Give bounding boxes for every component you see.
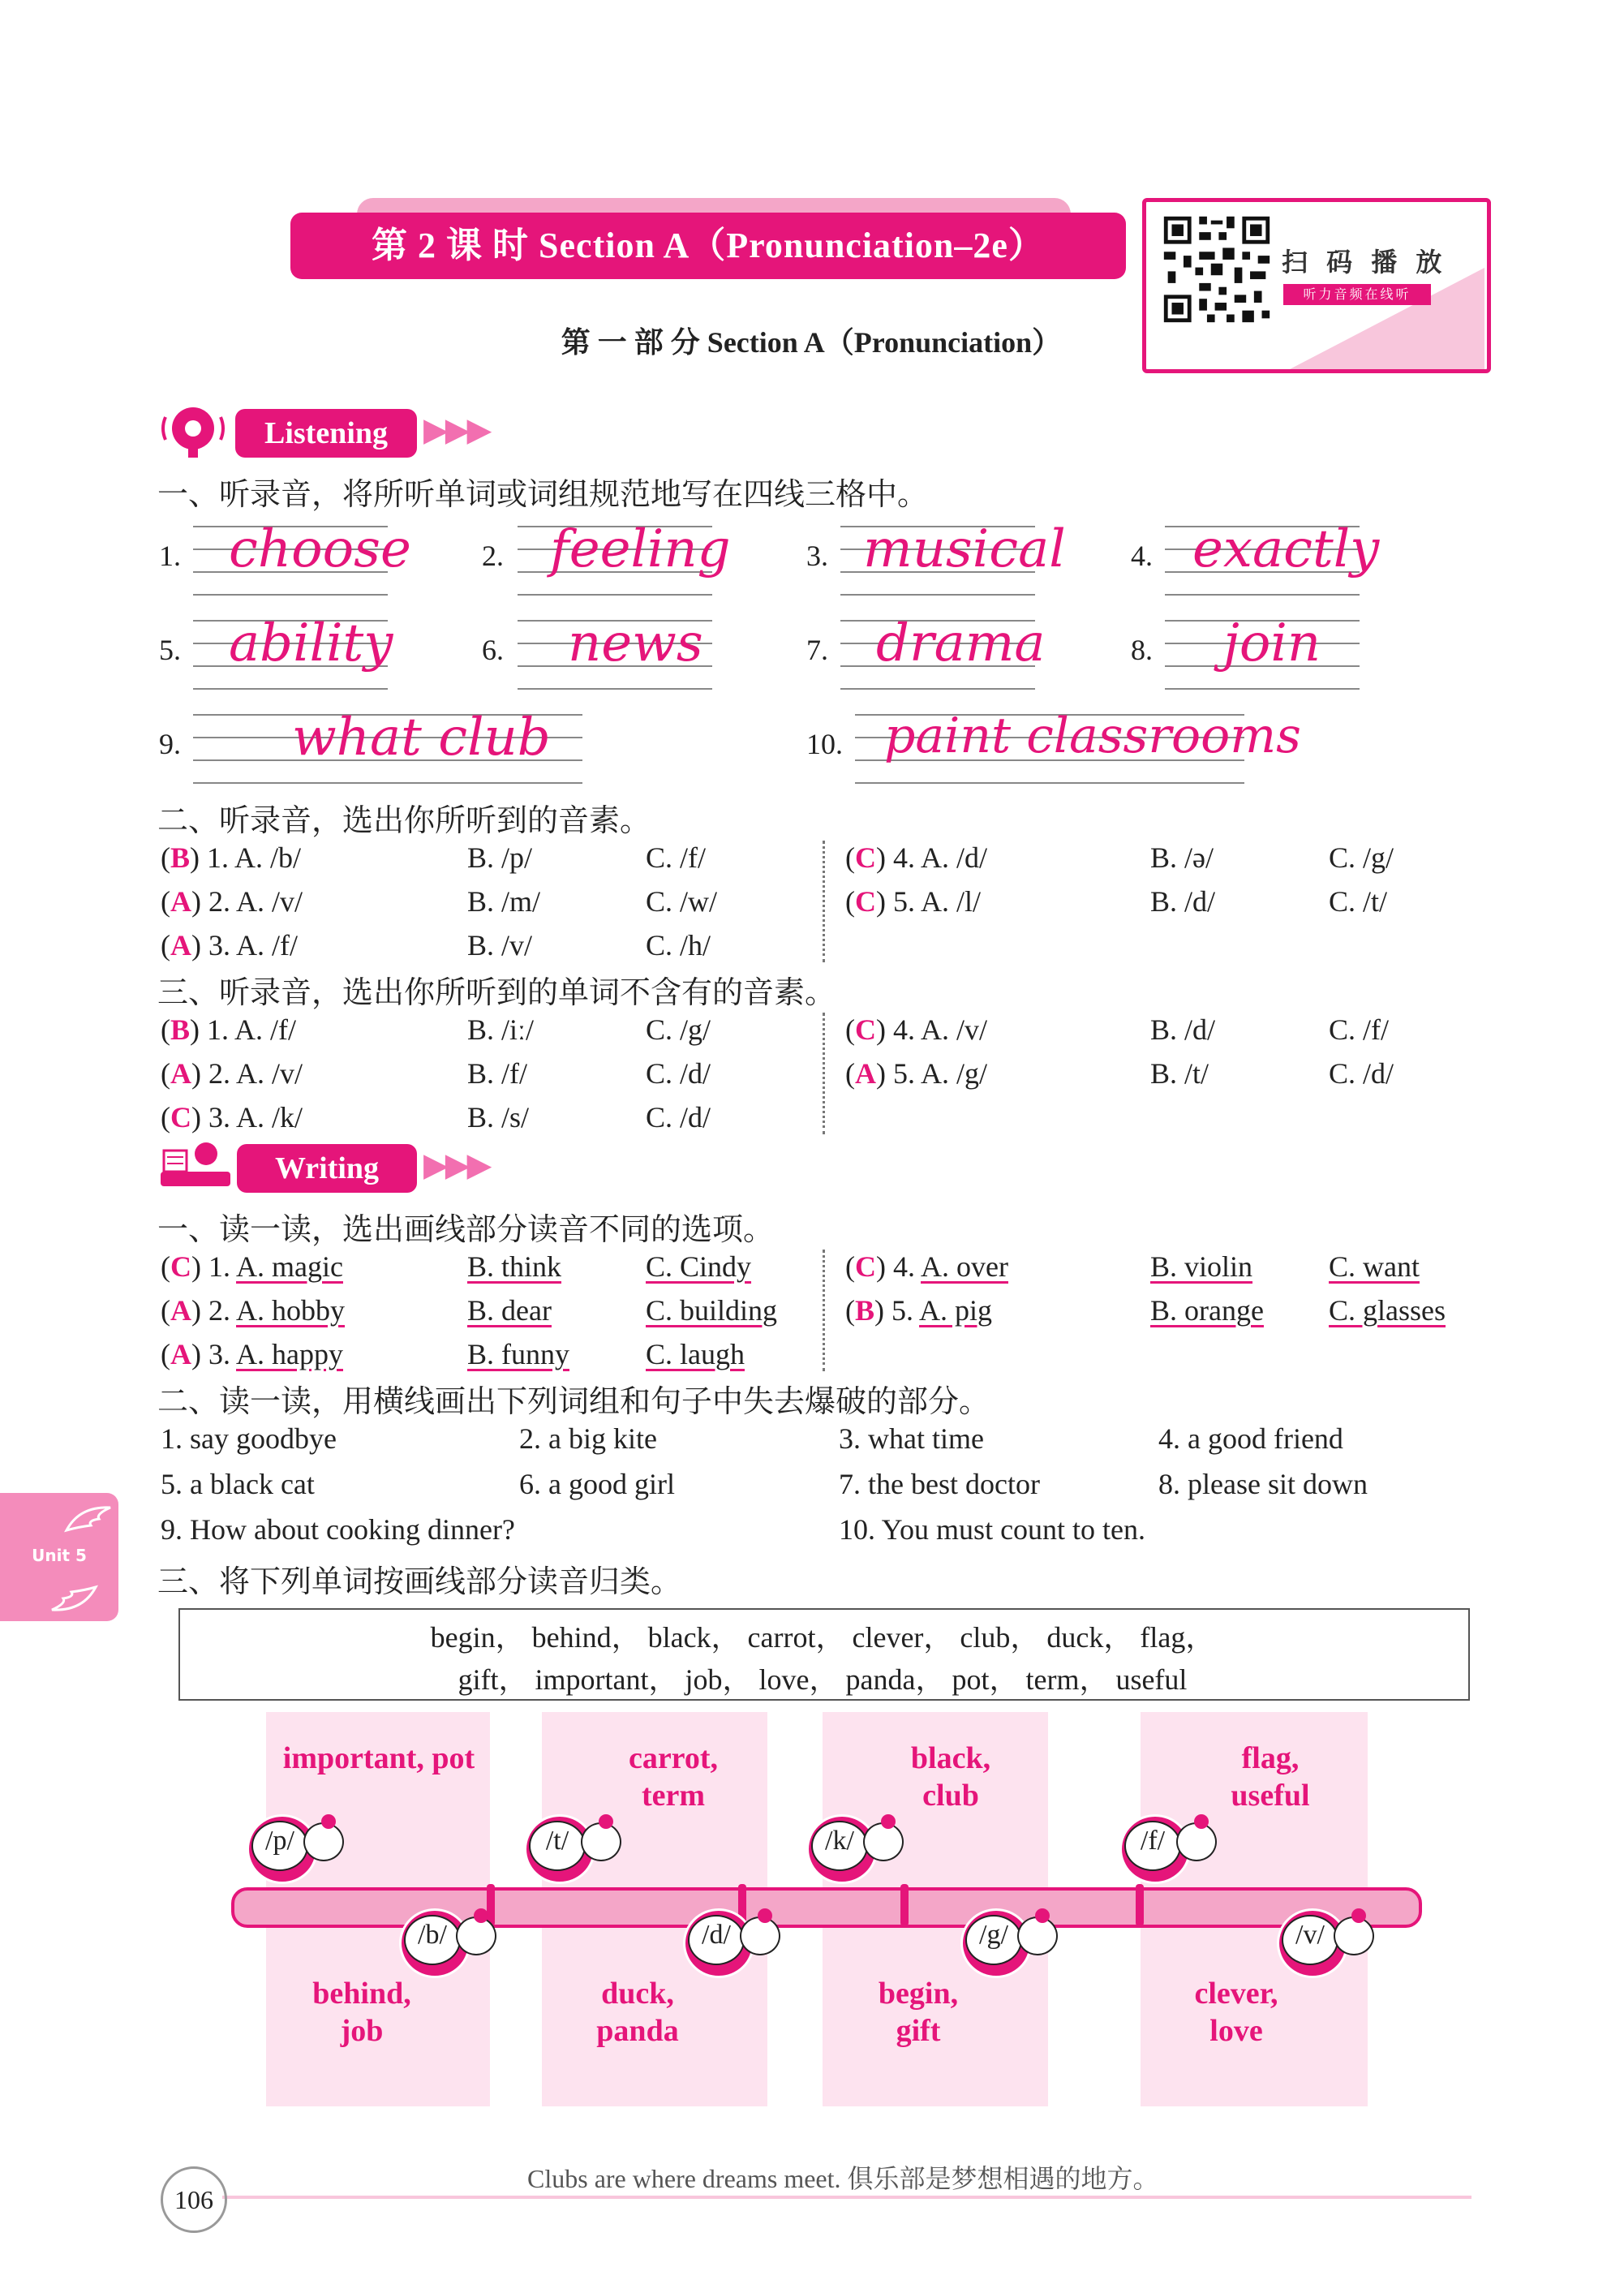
writing-desk-icon <box>159 1139 232 1189</box>
phoneme-g: /g/ <box>979 1920 1008 1950</box>
panda-k <box>806 1814 902 1882</box>
w1-row-4: (C) 4. A. over <box>845 1250 1008 1283</box>
wing-icon <box>49 1582 99 1615</box>
phoneme-d: /d/ <box>702 1920 731 1950</box>
option-c: C. /w/ <box>646 885 718 918</box>
option-b: B. /f/ <box>467 1057 528 1090</box>
l2-row-4: (C) 4. A. /d/ <box>845 841 988 874</box>
phrase-1: 1. say goodbye <box>161 1422 337 1455</box>
listening-q3-heading: 三、听录音，选出你所听到的单词不含有的音素。 <box>157 974 836 1010</box>
speaker-icon <box>159 401 227 461</box>
option-c: C. Cindy <box>646 1250 752 1283</box>
section-subtitle: 第 一 部 分 Section A（Pronunciation） <box>561 326 1062 359</box>
option-b: B. /iː/ <box>467 1013 535 1046</box>
answer-4: exactly <box>1192 519 1380 579</box>
arrows-icon: ▶▶▶ <box>423 411 489 448</box>
page-number: 106 <box>161 2166 227 2233</box>
phoneme-t: /t/ <box>545 1826 569 1856</box>
option-b: B. dear <box>467 1294 552 1327</box>
answer-5: ability <box>229 613 393 673</box>
option-b: B. /d/ <box>1150 1013 1216 1046</box>
qr-code-icon[interactable] <box>1160 213 1274 326</box>
writing-label: Writing <box>237 1144 417 1193</box>
q1-num-2: 2. <box>482 540 504 572</box>
l3-row-3: (C) 3. A. /k/ <box>161 1101 303 1134</box>
q1-num-3: 3. <box>806 540 828 572</box>
phoneme-b: /b/ <box>418 1920 447 1950</box>
option-c: C. building <box>646 1294 778 1327</box>
option-b: B. /p/ <box>467 841 533 874</box>
q1-num-7: 7. <box>806 634 828 666</box>
phrase-5: 5. a black cat <box>161 1468 315 1500</box>
panda-v <box>1277 1908 1373 1977</box>
phoneme-v: /v/ <box>1295 1920 1325 1950</box>
option-b: B. violin <box>1150 1250 1253 1283</box>
answer-2: feeling <box>550 519 731 579</box>
bamboo-knot <box>1136 1884 1144 1926</box>
phoneme-k: /k/ <box>825 1826 854 1856</box>
qr-label: 扫 码 播 放 <box>1282 247 1447 277</box>
column-divider <box>823 841 825 962</box>
l3-row-2: (A) 2. A. /v/ <box>161 1057 303 1090</box>
q1-num-5: 5. <box>159 634 181 666</box>
answer-8: join <box>1223 613 1321 673</box>
answer-3: musical <box>863 519 1066 579</box>
q1-num-9: 9. <box>159 728 181 760</box>
option-c: C. /d/ <box>1329 1057 1394 1090</box>
option-c: C. laugh <box>646 1338 745 1370</box>
panda-b <box>399 1908 495 1977</box>
phoneme-f: /f/ <box>1140 1826 1166 1856</box>
option-b: B. think <box>467 1250 562 1283</box>
unit-label: Unit 5 <box>32 1546 87 1565</box>
group-d-words: duck, panda <box>596 1977 679 2048</box>
qr-sub-label: 听力音频在线听 <box>1283 284 1431 305</box>
listening-label: Listening <box>235 409 417 458</box>
panda-p <box>247 1814 342 1882</box>
l2-row-5: (C) 5. A. /l/ <box>845 885 982 918</box>
q1-num-6: 6. <box>482 634 504 666</box>
option-c: C. want <box>1329 1250 1420 1283</box>
l3-row-1: (B) 1. A. /f/ <box>161 1013 297 1046</box>
group-p-words: important, pot <box>282 1741 475 1775</box>
footer-line <box>222 2196 1471 2199</box>
l2-row-1: (B) 1. A. /b/ <box>161 841 302 874</box>
word-list-line-1: begin， behind， black， carrot， clever， club， duck， flag， <box>430 1621 1215 1654</box>
answer-6: news <box>568 613 703 673</box>
option-c: C. glasses <box>1329 1294 1446 1327</box>
l3-row-4: (C) 4. A. /v/ <box>845 1013 988 1046</box>
option-b: B. funny <box>467 1338 569 1370</box>
listening-q2-heading: 二、听录音，选出你所听到的音素。 <box>157 802 651 838</box>
answer-7: drama <box>876 613 1046 673</box>
q1-num-1: 1. <box>159 540 181 572</box>
phrase-3: 3. what time <box>839 1422 984 1455</box>
panda-g <box>960 1908 1056 1977</box>
option-b: B. /m/ <box>467 885 541 918</box>
q1-num-4: 4. <box>1131 540 1153 572</box>
q1-num-10: 10. <box>806 728 843 760</box>
panda-d <box>683 1908 779 1977</box>
option-b: B. /s/ <box>467 1101 530 1134</box>
group-f-words: flag, useful <box>1231 1741 1310 1813</box>
phrase-4: 4. a good friend <box>1158 1422 1343 1455</box>
w1-row-2: (A) 2. A. hobby <box>161 1294 346 1327</box>
group-v-words: clever, love <box>1194 1977 1278 2048</box>
group-b-words: behind, job <box>312 1977 411 2048</box>
option-c: C. /f/ <box>1329 1013 1390 1046</box>
w1-row-1: (C) 1. A. magic <box>161 1250 343 1283</box>
word-list-line-2: gift， important， job， love， panda， pot， term， useful <box>458 1663 1188 1696</box>
phrase-7: 7. the best doctor <box>839 1468 1040 1500</box>
writing-q1-heading: 一、读一读，选出画线部分读音不同的选项。 <box>157 1211 775 1247</box>
w1-row-3: (A) 3. A. happy <box>161 1338 343 1370</box>
footer-quote: Clubs are where dreams meet. 俱乐部是梦想相遇的地方。 <box>527 2164 1159 2193</box>
group-g-words: begin, gift <box>878 1977 959 2048</box>
option-b: B. /v/ <box>467 929 533 961</box>
option-c: C. /g/ <box>646 1013 711 1046</box>
q1-num-8: 8. <box>1131 634 1153 666</box>
option-b: B. orange <box>1150 1294 1264 1327</box>
answer-10: paint classrooms <box>884 708 1301 764</box>
panda-f <box>1119 1814 1215 1882</box>
option-b: B. /t/ <box>1150 1057 1209 1090</box>
panda-t <box>524 1814 620 1882</box>
phoneme-p: /p/ <box>265 1826 294 1856</box>
w1-row-5: (B) 5. A. pig <box>845 1294 993 1327</box>
bamboo-knot <box>900 1884 909 1926</box>
column-divider <box>823 1013 825 1134</box>
option-c: C. /d/ <box>646 1101 711 1134</box>
option-b: B. /ə/ <box>1150 841 1214 874</box>
option-c: C. /f/ <box>646 841 707 874</box>
option-c: C. /t/ <box>1329 885 1388 918</box>
option-b: B. /d/ <box>1150 885 1216 918</box>
option-c: C. /g/ <box>1329 841 1394 874</box>
option-c: C. /h/ <box>646 929 711 961</box>
arrows-icon: ▶▶▶ <box>423 1146 489 1183</box>
phrase-2: 2. a big kite <box>519 1422 657 1455</box>
phrase-6: 6. a good girl <box>519 1468 675 1500</box>
answer-9: what club <box>292 708 551 768</box>
wing-icon <box>63 1503 114 1535</box>
writing-q3-heading: 三、将下列单词按画线部分读音归类。 <box>157 1564 682 1599</box>
group-k-words: black, club <box>910 1741 991 1813</box>
option-c: C. /d/ <box>646 1057 711 1090</box>
qr-corner-decor <box>1290 268 1484 369</box>
phrase-10: 10. You must count to ten. <box>839 1513 1146 1546</box>
l2-row-2: (A) 2. A. /v/ <box>161 885 303 918</box>
answer-1: choose <box>229 519 411 579</box>
l2-row-3: (A) 3. A. /f/ <box>161 929 299 961</box>
phrase-9: 9. How about cooking dinner? <box>161 1513 515 1546</box>
column-divider <box>823 1250 825 1371</box>
group-t-words: carrot, term <box>628 1741 719 1813</box>
phrase-8: 8. please sit down <box>1158 1468 1368 1500</box>
lesson-title: 第 2 课 时 Section A（Pronunciation–2e） <box>372 226 1045 265</box>
l3-row-5: (A) 5. A. /g/ <box>845 1057 988 1090</box>
writing-q2-heading: 二、读一读，用横线画出下列词组和句子中失去爆破的部分。 <box>157 1383 990 1419</box>
listening-q1-heading: 一、听录音，将所听单词或词组规范地写在四线三格中。 <box>157 476 929 512</box>
